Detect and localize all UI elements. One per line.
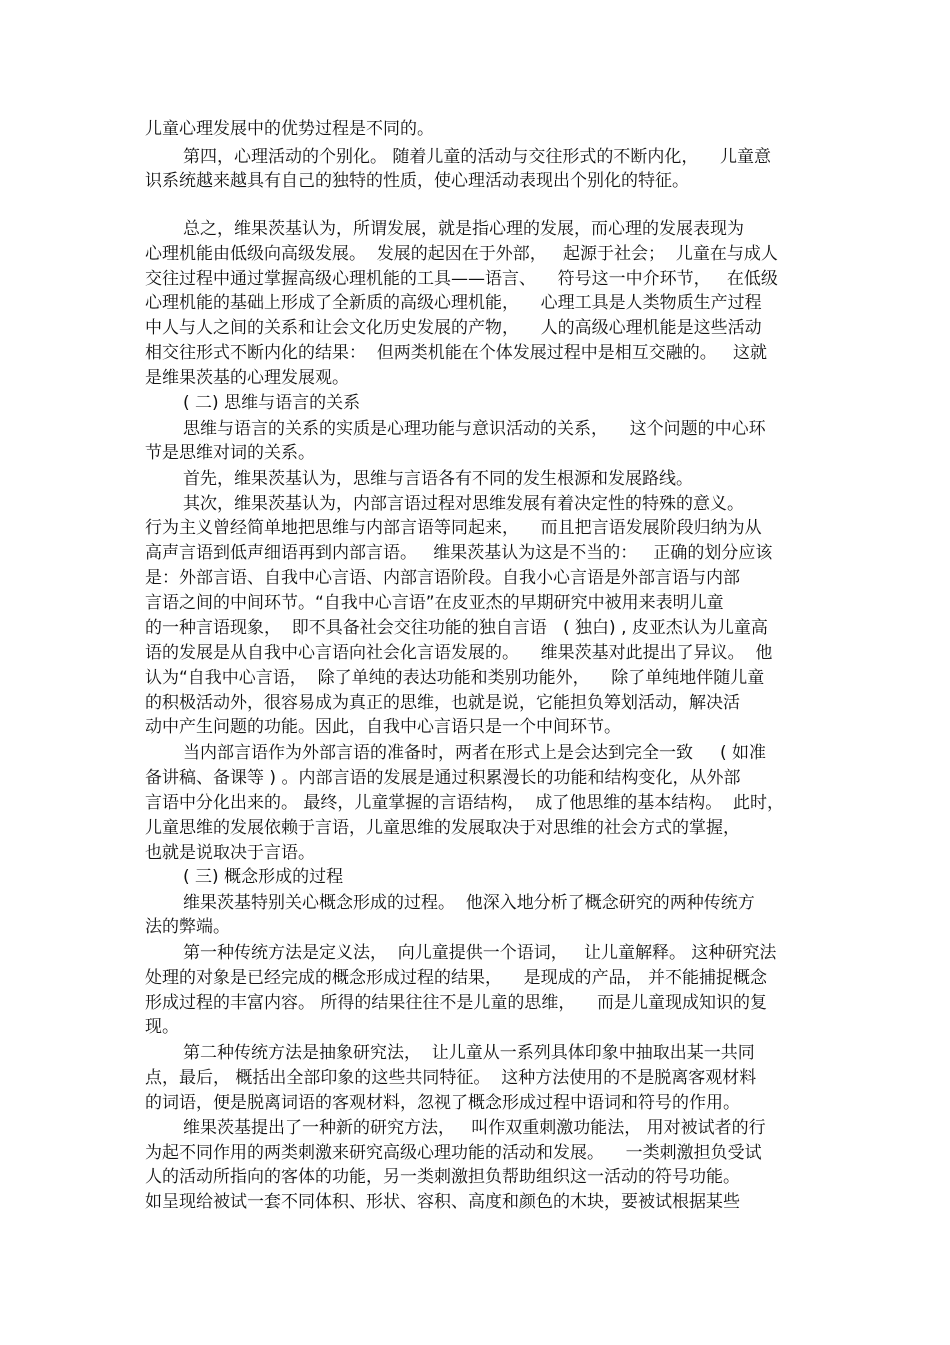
text-line: 心理机能的基础上形成了全新质的高级心理机能， 心理工具是人类物质生产过程 [145, 293, 762, 313]
text-line: 其次，维果茨基认为，内部言语过程对思维发展有着决定性的特殊的意义。 [183, 494, 744, 514]
text-line: 儿童思维的发展依赖于言语，儿童思维的发展取决于对思维的社会方式的掌握， [145, 818, 740, 838]
text-line: 为起不同作用的两类刺激来研究高级心理功能的活动和发展。 一类刺激担负受试 [145, 1143, 762, 1163]
text-line: 法的弊端。 [145, 917, 230, 937]
section-heading: ( 二) 思维与语言的关系 [183, 393, 361, 413]
text-line: 维果茨基提出了一种新的研究方法， 叫作双重刺激功能法， 用对被试者的行 [183, 1118, 766, 1138]
text-line: 也就是说取决于言语。 [145, 843, 315, 863]
text-line: 中人与人之间的关系和让会文化历史发展的产物， 人的高级心理机能是这些活动 [145, 318, 762, 338]
text-line: 心理机能由低级向高级发展。 发展的起因在于外部， 起源于社会； 儿童在与成人 [145, 244, 778, 264]
text-line: 认为“自我中心言语， 除了单纯的表达功能和类别功能外， 除了单纯地伴随儿童 [145, 668, 765, 688]
text-line: 行为主义曾经简单地把思维与内部言语等同起来， 而且把言语发展阶段归纳为从 [145, 518, 762, 538]
text-line: 的积极活动外，很容易成为真正的思维，也就是说，它能担负筹划活动，解决活 [145, 693, 740, 713]
text-line: 当内部言语作为外部言语的准备时，两者在形式上是会达到完全一致 ( 如准 [183, 743, 767, 763]
text-line: 形成过程的丰富内容。 所得的结果往往不是儿童的思维， 而是儿童现成知识的复 [145, 993, 768, 1013]
text-line: 点，最后， 概括出全部印象的这些共同特征。 这种方法使用的不是脱离客观材料 [145, 1068, 757, 1088]
text-line: 处理的对象是已经完成的概念形成过程的结果， 是现成的产品， 并不能捕捉概念 [145, 968, 768, 988]
text-line: 识系统越来越具有自己的独特的性质，使心理活动表现出个别化的特征。 [145, 171, 689, 191]
text-line: 总之，维果茨基认为，所谓发展，就是指心理的发展，而心理的发展表现为 [183, 219, 744, 239]
text-line: 相交往形式不断内化的结果： 但两类机能在个体发展过程中是相互交融的。 这就 [145, 343, 768, 363]
text-line: 第一种传统方法是定义法， 向儿童提供一个语词， 让儿童解释。 这种研究法 [183, 943, 777, 963]
text-line: 节是思维对词的关系。 [145, 443, 315, 463]
text-line: 高声言语到低声细语再到内部言语。 维果茨基认为这是不当的： 正确的划分应该 [145, 543, 773, 563]
text-line: 首先，维果茨基认为，思维与言语各有不同的发生根源和发展路线。 [183, 469, 693, 489]
text-line: 动中产生问题的功能。因此，自我中心言语只是一个中间环节。 [145, 717, 621, 737]
text-line: 是维果茨基的心理发展观。 [145, 368, 349, 388]
text-line: 儿童心理发展中的优势过程是不同的。 [145, 119, 434, 139]
text-line: 的一种言语现象， 即不具备社会交往功能的独自言语 ( 独白) , 皮亚杰认为儿童高 [145, 618, 768, 638]
text-line: 语的发展是从自我中心言语向社会化言语发展的。 维果茨基对此提出了异议。 他 [145, 643, 773, 663]
text-line: 备讲稿、备课等 ) 。内部言语的发展是通过积累漫长的功能和结构变化，从外部 [145, 768, 741, 788]
text-line: 是：外部言语、自我中心言语、内部言语阶段。自我小心言语是外部言语与内部 [145, 568, 740, 588]
text-line: 现。 [145, 1017, 179, 1037]
text-line: 如呈现给被试一套不同体积、形状、容积、高度和颜色的木块，要被试根据某些 [145, 1192, 740, 1212]
text-line: 交往过程中通过掌握高级心理机能的工具——语言、 符号这一中介环节， 在低级 [145, 269, 778, 289]
section-heading: ( 三) 概念形成的过程 [183, 867, 344, 887]
text-line: 的词语，便是脱离词语的客观材料，忽视了概念形成过程中语词和符号的作用。 [145, 1093, 740, 1113]
text-line: 第二种传统方法是抽象研究法， 让儿童从一系列具体印象中抽取出某一共同 [183, 1043, 755, 1063]
text-line: 第四，心理活动的个别化。 随着儿童的活动与交往形式的不断内化， 儿童意 [183, 147, 772, 167]
text-line: 维果茨基特别关心概念形成的过程。 他深入地分析了概念研究的两种传统方 [183, 893, 755, 913]
text-line: 言语中分化出来的。 最终，儿童掌握的言语结构， 成了他思维的基本结构。 此时， [145, 793, 785, 813]
text-line: 人的活动所指向的客体的功能，另一类刺激担负帮助组织这一活动的符号功能。 [145, 1167, 740, 1187]
text-line: 思维与语言的关系的实质是心理功能与意识活动的关系， 这个问题的中心环 [183, 419, 766, 439]
text-line: 言语之间的中间环节。“自我中心言语”在皮亚杰的早期研究中被用来表明儿童 [145, 593, 724, 613]
